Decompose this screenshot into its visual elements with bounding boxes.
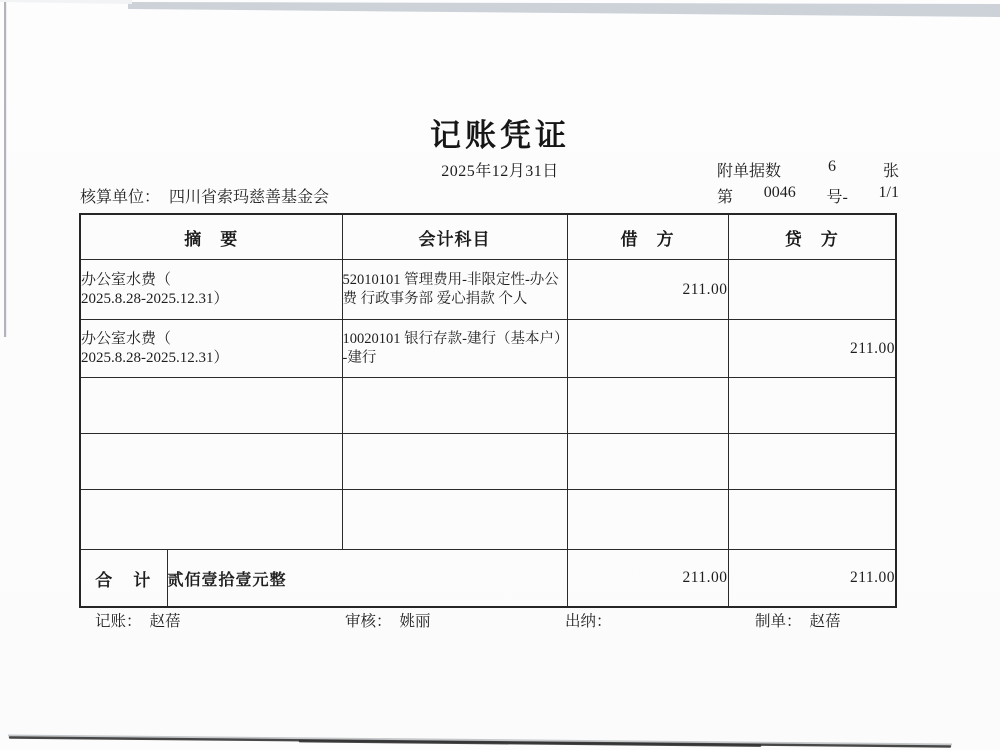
row5-credit — [728, 490, 896, 550]
row1-summary — [80, 260, 342, 320]
row5-summary — [80, 490, 342, 550]
row1-summary-line2: 2025.8.28-2025.12.31） — [81, 290, 229, 307]
voucher-number-line — [717, 184, 899, 207]
total-label: 合 计 — [80, 550, 167, 608]
row4-account — [342, 434, 567, 490]
row2-summary — [80, 320, 342, 378]
row1-debit: 211.00 — [567, 260, 728, 320]
voucher-number-prefix: 第 — [717, 189, 734, 206]
header-summary: 摘 要 — [80, 214, 342, 260]
bookkeeper-signature — [95, 609, 181, 631]
table-total-row — [80, 550, 896, 608]
header-account: 会计科目 — [342, 214, 567, 260]
row5-account — [342, 490, 567, 550]
cashier-signature — [565, 609, 620, 631]
total-debit: 211.00 — [567, 550, 728, 608]
row2-credit: 211.00 — [728, 320, 896, 378]
voucher-page-number: 1/1 — [878, 184, 899, 201]
accounting-unit-label: 核算单位： — [80, 189, 161, 206]
voucher-number-value: 0046 — [763, 184, 796, 201]
row2-summary-line1: 办公室水费（ — [81, 330, 172, 347]
preparer-label: 制单： — [755, 613, 802, 630]
row1-account: 52010101 管理费用-非限定性-办公费 行政事务部 爱心捐款 个人 — [342, 260, 567, 320]
attachment-count: 6 — [828, 158, 836, 175]
row3-credit — [728, 378, 896, 434]
voucher-table — [79, 213, 897, 608]
signature-row — [0, 609, 1000, 633]
page-bottom-edge-dark-segment — [300, 741, 760, 746]
accounting-unit-line — [80, 184, 329, 207]
header-debit: 借 方 — [567, 214, 728, 260]
row2-account: 10020101 银行存款-建行（基本户）-建行 — [342, 320, 567, 378]
table-row — [80, 260, 896, 320]
table-row-empty — [80, 434, 896, 490]
row4-credit — [728, 434, 896, 490]
row4-summary — [80, 434, 342, 490]
total-credit: 211.00 — [728, 550, 896, 608]
voucher-date: 2025年12月31日 — [441, 163, 559, 180]
bookkeeper-name: 赵蓓 — [149, 613, 181, 630]
row3-account — [342, 378, 567, 434]
row3-debit — [567, 378, 728, 434]
reviewer-label: 审核： — [345, 613, 392, 630]
total-amount-in-words: 贰佰壹拾壹元整 — [167, 550, 567, 608]
preparer-signature — [755, 609, 841, 631]
attachment-label: 附单据数 — [717, 163, 782, 180]
table-row — [80, 320, 896, 378]
table-row-empty — [80, 378, 896, 434]
header-credit: 贷 方 — [728, 214, 896, 260]
bookkeeper-label: 记账： — [95, 613, 142, 630]
row3-summary — [80, 378, 342, 434]
cashier-label: 出纳： — [565, 613, 612, 630]
row2-summary-line2: 2025.8.28-2025.12.31） — [81, 349, 229, 366]
reviewer-name: 姚丽 — [399, 613, 431, 630]
voucher-number-suffix: 号- — [826, 189, 848, 206]
attachment-count-line — [717, 158, 899, 181]
row5-debit — [567, 490, 728, 550]
table-header-row — [80, 214, 896, 260]
row4-debit — [567, 434, 728, 490]
row1-credit — [728, 260, 896, 320]
voucher-title: 记账凭证 — [430, 118, 570, 153]
preparer-name: 赵蓓 — [809, 613, 841, 630]
accounting-unit-name: 四川省索玛慈善基金会 — [169, 189, 330, 206]
table-row-empty — [80, 490, 896, 550]
reviewer-signature — [345, 609, 431, 631]
attachment-unit: 张 — [882, 163, 899, 180]
row2-debit — [567, 320, 728, 378]
row1-summary-line1: 办公室水费（ — [81, 271, 172, 288]
